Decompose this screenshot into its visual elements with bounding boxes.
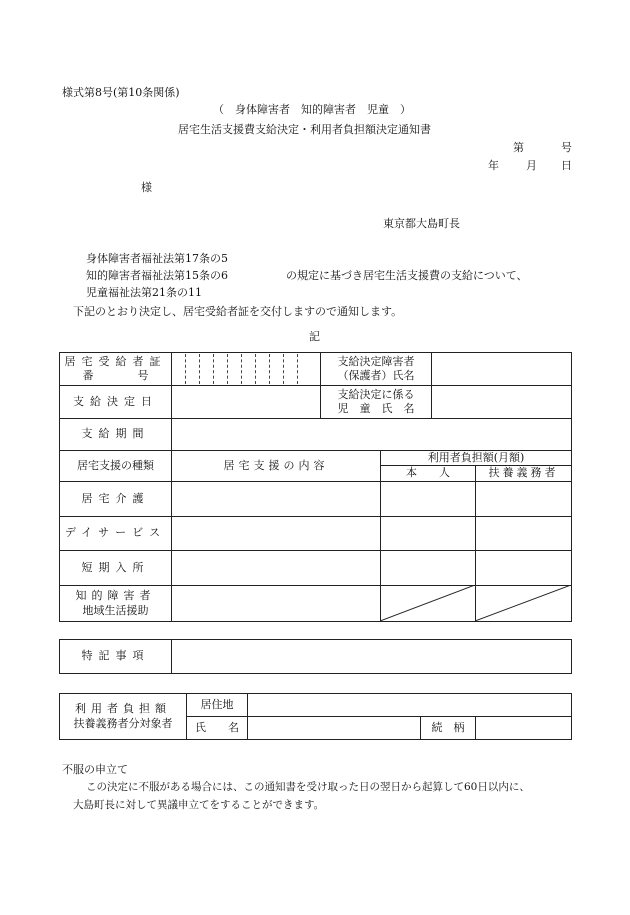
decided-person-name-field[interactable] <box>432 353 571 385</box>
addressee-sama: 様 <box>141 181 152 194</box>
date-day: 日 <box>561 159 572 172</box>
special-notes-label: 特記事項 <box>81 649 150 663</box>
law-line-2-cont: の規定に基づき居宅生活支援費の支給について、 <box>286 269 528 282</box>
child-name-label: 支給決定に係る 児 童 氏 名 <box>337 387 415 415</box>
appeal-text-2: 大島町長に対して異議申立てをすることができます。 <box>73 799 325 811</box>
name-label: 氏 名 <box>195 720 239 734</box>
date-month: 月 <box>526 159 537 172</box>
burden-target-label: 利用者負担額 扶養義務者分対象者 <box>73 702 173 730</box>
period-field[interactable] <box>172 419 571 450</box>
address-label: 居住地 <box>200 697 234 711</box>
ki-mark: 記 <box>309 330 320 343</box>
decision-date-label: 支給決定日 <box>73 394 158 408</box>
burden-support-header: 扶養義務者 <box>488 466 559 480</box>
special-notes-field[interactable] <box>172 640 571 673</box>
decided-person-label: 支給決定障害者 （保護者）氏名 <box>337 354 415 382</box>
name-field[interactable] <box>248 717 420 739</box>
law-line-3: 児童福祉法第21条の11 <box>86 286 202 299</box>
law-line-1: 身体障害者福祉法第17条の5 <box>86 252 228 265</box>
notice-line: 下記のとおり決定し、居宅受給者証を交付しますので通知します。 <box>73 305 403 318</box>
appeal-text-1: この決定に不服がある場合には、この通知書を受け取った日の翌日から起算して60日以内に、 <box>86 781 530 793</box>
relation-field[interactable] <box>476 717 571 739</box>
recipient-number-field[interactable] <box>172 353 320 385</box>
service-content-header: 居宅支援の内容 <box>223 458 329 472</box>
burden-header: 利用者負担額(月額) <box>427 450 525 464</box>
service-type-header: 居宅支援の種類 <box>77 458 154 472</box>
row-home-care: 居宅介護 <box>81 491 150 505</box>
decision-date-field[interactable] <box>172 386 320 418</box>
document-title: 居宅生活支援費支給決定・利用者負担額決定通知書 <box>178 123 431 136</box>
row-day-service: デイサービス <box>64 526 167 540</box>
date-year: 年 <box>488 159 499 172</box>
relation-label: 続 柄 <box>431 720 465 734</box>
period-label: 支給期間 <box>81 427 150 441</box>
number-dai: 第 <box>513 141 524 154</box>
law-line-2: 知的障害者福祉法第15条の6 <box>86 269 228 282</box>
address-field[interactable] <box>248 694 571 716</box>
recipient-number-label: 居宅受給者証 番 号 <box>64 354 167 382</box>
form-number: 様式第8号(第10条関係) <box>62 86 180 99</box>
issuer: 東京都大島町長 <box>383 217 460 230</box>
number-go: 号 <box>561 141 572 154</box>
category-line: （ 身体障害者 知的障害者 児童 ） <box>213 103 411 116</box>
row-group-home: 知的障害者 地域生活援助 <box>75 589 156 617</box>
row-short-stay: 短期入所 <box>81 560 150 574</box>
diagonal-strike-support <box>475 585 571 621</box>
child-name-field[interactable] <box>432 386 571 418</box>
diagonal-strike-self <box>380 585 475 621</box>
appeal-heading: 不服の申立て <box>62 763 128 776</box>
burden-self-header: 本 人 <box>406 466 450 480</box>
